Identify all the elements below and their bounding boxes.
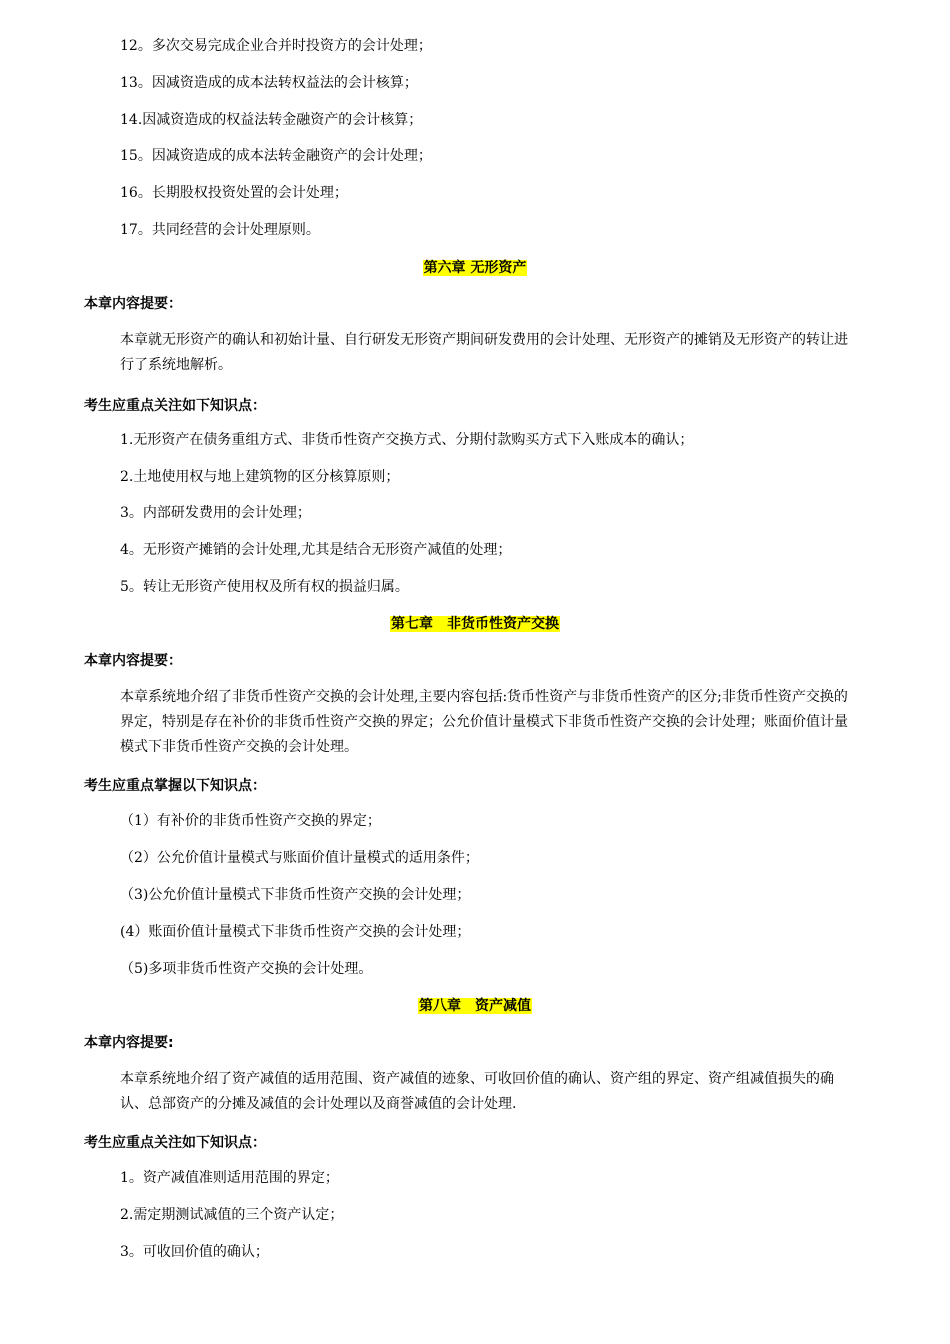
list-item: 13。因减资造成的成本法转权益法的会计核算；: [120, 75, 418, 91]
chapter-title: [0, 258, 950, 278]
summary-paragraph: 本章系统地介绍了非货币性资产交换的会计处理,主要内容包括:货币性资产与非货币性资产的区分;非货币性资产交换的界定，特别是存在补价的非货币性资产交换的界定；公允价值计量模式下非货币性资产交换的会计处理；账面价值计量模式下非货币性资产交换的会计处理。: [120, 689, 848, 755]
chapter-title: [0, 996, 950, 1016]
list-item: 14.因减资造成的权益法转金融资产的会计核算；: [120, 112, 423, 128]
summary-heading: 本章内容提要:: [84, 1035, 174, 1051]
summary-heading: 本章内容提要：: [84, 653, 182, 669]
list-item: 12。多次交易完成企业合并时投资方的会计处理；: [120, 38, 432, 54]
chapter-7-title: 第七章 非货币性资产交换: [391, 616, 559, 632]
points-heading: 考生应重点关注如下知识点：: [84, 1135, 266, 1151]
list-item: （3)公允价值计量模式下非货币性资产交换的会计处理；: [120, 887, 471, 903]
list-item: 4。无形资产摊销的会计处理,尤其是结合无形资产减值的处理；: [120, 542, 512, 558]
chapter-6-title: 第六章 无形资产: [423, 260, 527, 276]
list-item: （1）有补价的非货币性资产交换的界定；: [120, 813, 381, 829]
chapter-8-title: 第八章 资产减值: [419, 998, 531, 1014]
chapter-title: [0, 614, 950, 634]
list-item: 1.无形资产在债务重组方式、非货币性资产交换方式、分期付款购买方式下入账成本的确认；: [120, 432, 694, 448]
list-item: （2）公允价值计量模式与账面价值计量模式的适用条件；: [120, 850, 479, 866]
summary-paragraph: 本章系统地介绍了资产减值的适用范围、资产减值的迹象、可收回价值的确认、资产组的界定、资产组减值损失的确认、总部资产的分摊及减值的会计处理以及商誉减值的会计处理.: [120, 1071, 834, 1112]
summary-paragraph: 本章就无形资产的确认和初始计量、自行研发无形资产期间研发费用的会计处理、无形资产的摊销及无形资产的转让进行了系统地解析。: [120, 332, 848, 373]
list-item: 2.土地使用权与地上建筑物的区分核算原则；: [120, 469, 400, 485]
summary-heading: 本章内容提要：: [84, 296, 182, 312]
points-heading: 考生应重点掌握以下知识点：: [84, 778, 266, 794]
list-item: 3。可收回价值的确认；: [120, 1244, 269, 1260]
list-item: 3。内部研发费用的会计处理；: [120, 505, 311, 521]
list-item: 17。共同经营的会计处理原则。: [120, 222, 320, 238]
list-item: (4）账面价值计量模式下非货币性资产交换的会计处理；: [120, 924, 471, 940]
list-item: 16。长期股权投资处置的会计处理；: [120, 185, 348, 201]
points-heading: 考生应重点关注如下知识点：: [84, 398, 266, 414]
list-item: 2.需定期测试减值的三个资产认定；: [120, 1207, 344, 1223]
list-item: 1。资产减值准则适用范围的界定；: [120, 1170, 339, 1186]
list-item: 15。因减资造成的成本法转金融资产的会计处理；: [120, 148, 432, 164]
list-item: 5。转让无形资产使用权及所有权的损益归属。: [120, 579, 409, 595]
list-item: （5)多项非货币性资产交换的会计处理。: [120, 961, 373, 977]
